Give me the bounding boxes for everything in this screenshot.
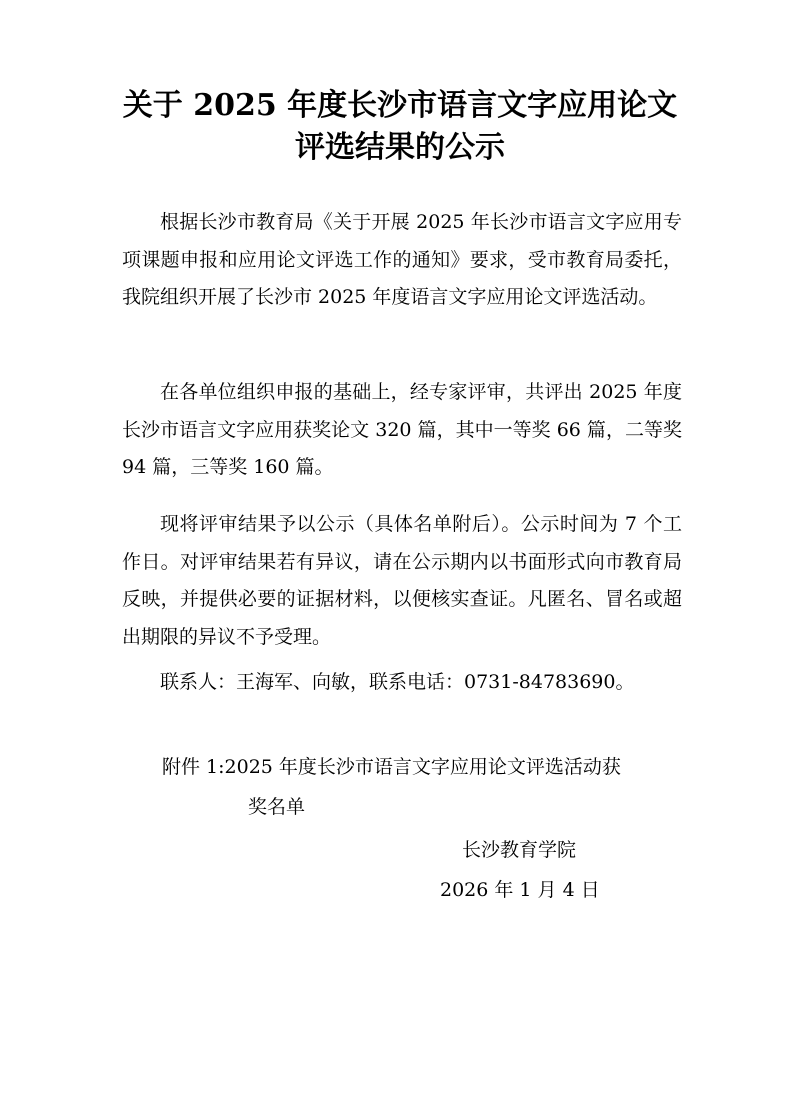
paragraph-results: 在各单位组织申报的基础上，经专家评审，共评出 2025 年度长沙市语言文字应用获奖论文 320 篇，其中一等奖 66 篇，二等奖 94 篇，三等奖 160 篇。 [122,381,682,478]
document-title-line-2: 评选结果的公示 [295,130,505,165]
paragraph-basis: 根据长沙市教育局《关于开展 2025 年长沙市语言文字应用专项课题申报和应用论文评选工作的通知》要求，受市教育局委托，我院组织开展了长沙市 2025 年度语言文字应用论文评选活动。 [122,211,682,308]
paragraph-contact: 联系人：王海军、向敏，联系电话：0731-84783690。 [160,671,635,693]
attachment-line-1: 附件 1:2025 年度长沙市语言文字应用论文评选活动获 [162,756,621,778]
paragraph-publicity: 现将评审结果予以公示（具体名单附后）。公示时间为 7 个工作日。对评审结果若有异议，请在公示期内以书面形式向市教育局反映，并提供必要的证据材料，以便核实查证。凡匿名、冒名或超出期限的异议不予受理。 [122,513,682,648]
document-title-line-1: 关于 2025 年度长沙市语言文字应用论文 [122,88,678,123]
signature-date: 2026 年 1 月 4 日 [440,879,600,901]
signature-organization: 长沙教育学院 [462,839,577,861]
attachment-line-2: 奖名单 [248,796,306,818]
